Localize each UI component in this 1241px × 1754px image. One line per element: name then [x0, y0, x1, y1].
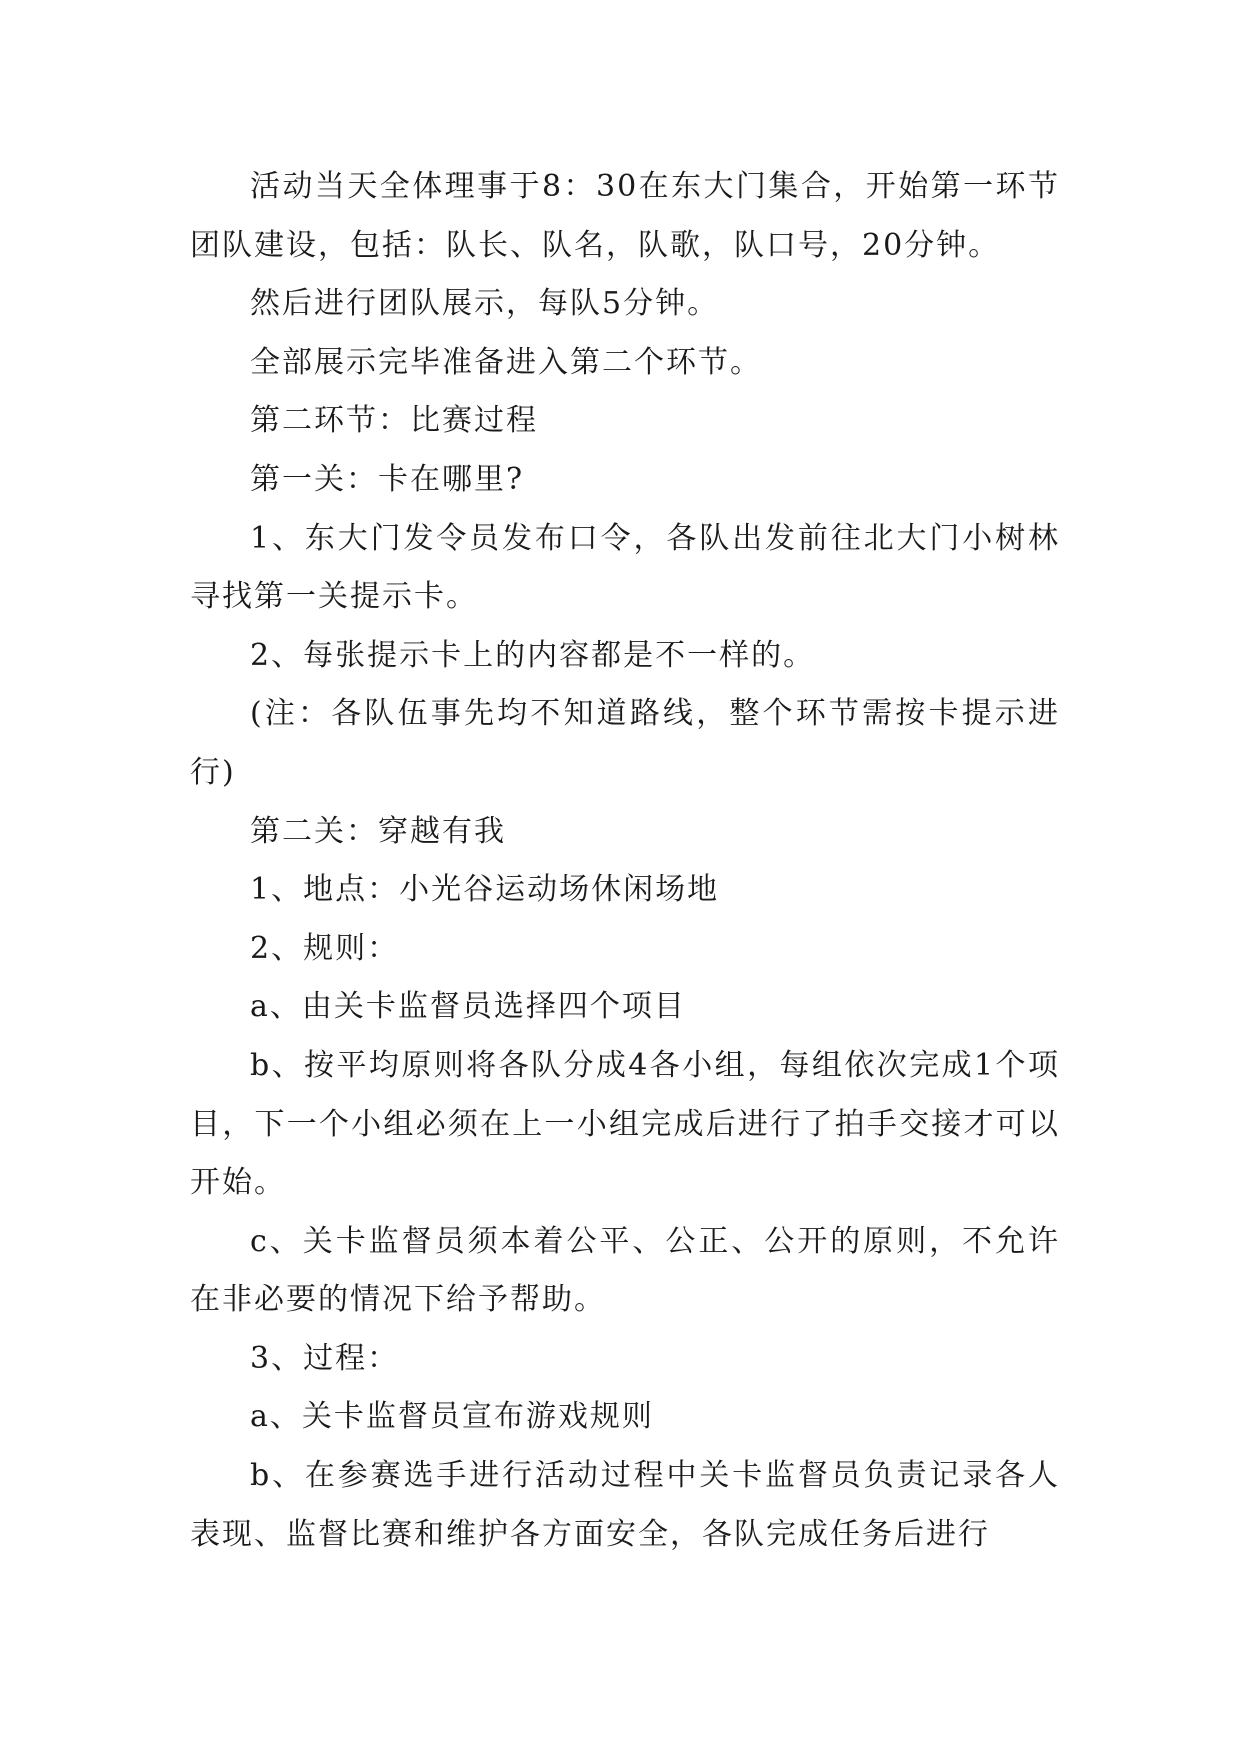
paragraph-14: c、关卡监督员须本着公平、公正、公开的原则，不允许在非必要的情况下给予帮助。: [190, 1223, 1060, 1318]
paragraph-16: a、关卡监督员宣布游戏规则: [250, 1399, 654, 1435]
note-paragraph: (注：各队伍事先均不知道路线，整个环节需按卡提示进行): [190, 696, 1060, 790]
paragraph-12: a、由关卡监督员选择四个项目: [250, 989, 686, 1025]
paragraph-6: 1、东大门发令员发布口令，各队出发前往北大门小树林寻找第一关提示卡。: [190, 520, 1060, 615]
paragraph-7: 2、每张提示卡上的内容都是不一样的。: [250, 637, 816, 673]
paragraph-1: 活动当天全体理事于8：30在东大门集合，开始第一环节团队建设，包括：队长、队名，队歌，队口号，20分钟。: [190, 169, 1060, 263]
level-2-heading: 第二关：穿越有我: [250, 813, 506, 849]
paragraph-2: 然后进行团队展示，每队5分钟。: [250, 286, 720, 322]
paragraph-11: 2、规则：: [250, 930, 400, 966]
paragraph-13: b、按平均原则将各队分成4各小组，每组依次完成1个项目，下一个小组必须在上一小组完成后进行了拍手交接才可以开始。: [190, 1047, 1060, 1201]
paragraph-3: 全部展示完毕准备进入第二个环节。: [250, 344, 762, 380]
paragraph-10: 1、地点：小光谷运动场休闲场地: [250, 872, 720, 908]
paragraph-17: b、在参赛选手进行活动过程中关卡监督员负责记录各人表现、监督比赛和维护各方面安全，各队完成任务后进行: [190, 1458, 1060, 1552]
document-body: [190, 158, 1060, 1564]
level-1-heading: 第一关：卡在哪里?: [250, 461, 525, 497]
paragraph-15: 3、过程：: [250, 1340, 400, 1376]
section-heading-stage-2: 第二环节：比赛过程: [250, 403, 538, 439]
